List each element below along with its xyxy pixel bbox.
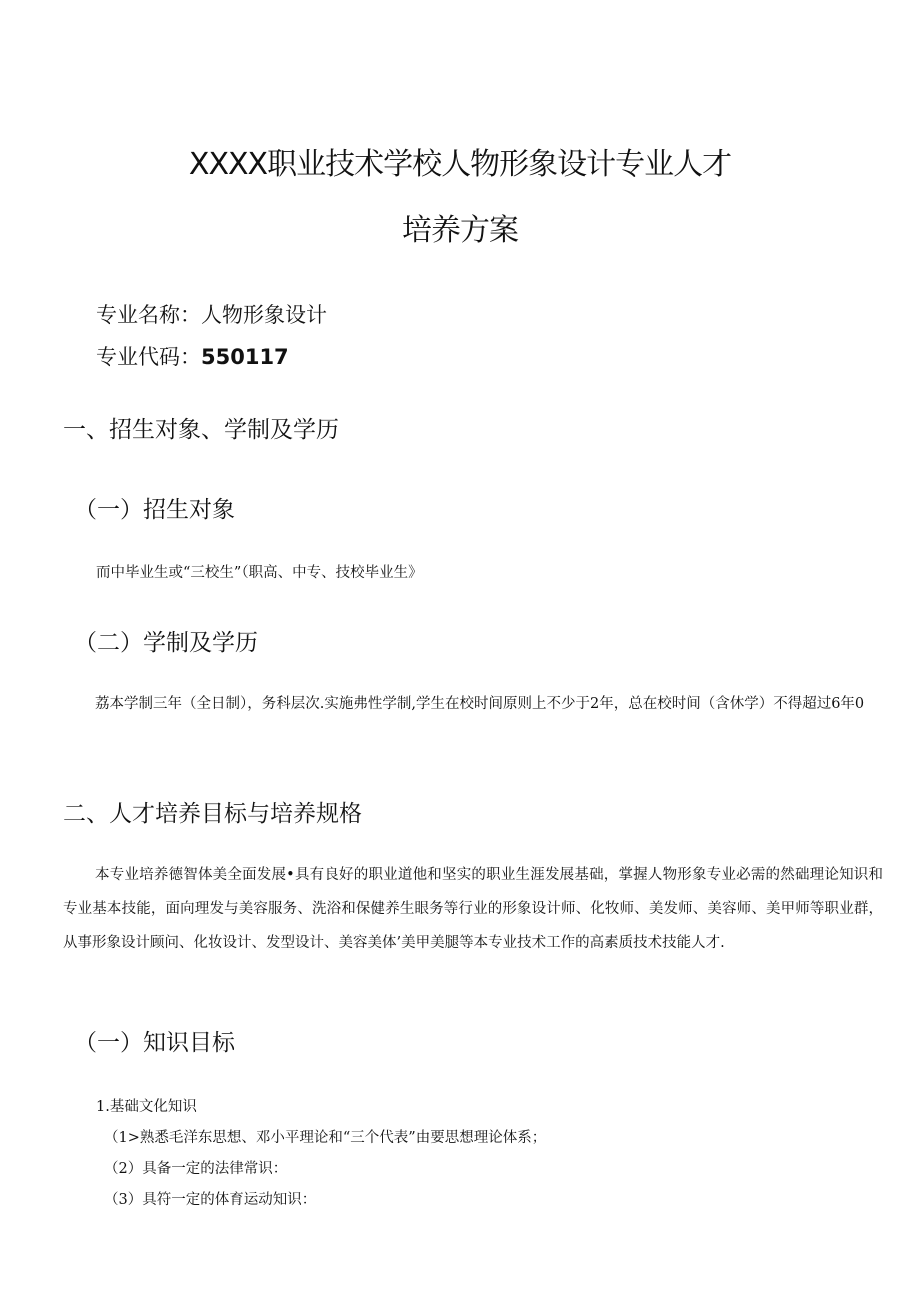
document-title-line-2: 培养方案 — [402, 213, 518, 248]
section-2-heading: 二、人才培养目标与培养规格 — [63, 801, 362, 827]
section-1-sub-1-heading: （一）招生对象 — [74, 497, 235, 523]
list-item: （3）具符一定的体育运动知识： — [104, 1192, 317, 1208]
major-name-label: 专业名称： — [96, 303, 201, 327]
document-title-line-1: XXXX职业技术学校人物形象设计专业人才 — [188, 147, 732, 182]
section-2-text: 本专业培养德智体美全面发展•具有良好的职业道他和坚实的职业生涯发展基础，掌握人物形象专业必需的然础理论知识和专业基本技能，面向理发与美容服务、洗浴和保健养生眼务等行业的形象设计师、化牧师、美发师、美容师、美甲师等职业群，从事形象设计顾问、化妆设计、发型设计、美容美体’美甲美腿等本专业技术工作的高素质技术技能人才. — [63, 867, 883, 951]
section-2-sub-1-heading: （一）知识目标 — [74, 1030, 235, 1056]
list-item: （2）具备一定的法律常识： — [104, 1161, 288, 1177]
list-title: 1.基础文化知识 — [96, 1099, 197, 1115]
major-name-value: 人物形象设计 — [201, 303, 327, 327]
major-code-label: 专业代码： — [96, 345, 201, 369]
major-name-row — [96, 299, 327, 329]
section-1-sub-1-text: 而中毕业生或“三校生”（职高、中专、技校毕业生》 — [96, 565, 423, 581]
section-1-heading: 一、招生对象、学制及学历 — [63, 417, 339, 443]
section-1-sub-2-text: 荔本学制三年（全日制），务科层次.实施弗性学制,学生在校时间原则上不少于2年，总在校时间（含休学）不得超过6年0 — [95, 696, 865, 712]
section-1-sub-2-heading: （二）学制及学历 — [74, 630, 258, 656]
major-code-value: 550117 — [201, 345, 289, 369]
major-code-row — [96, 341, 289, 371]
list-item: （1>熟悉毛洋东思想、邓小平理论和“三个代表”由要思想理论体系； — [104, 1130, 547, 1146]
